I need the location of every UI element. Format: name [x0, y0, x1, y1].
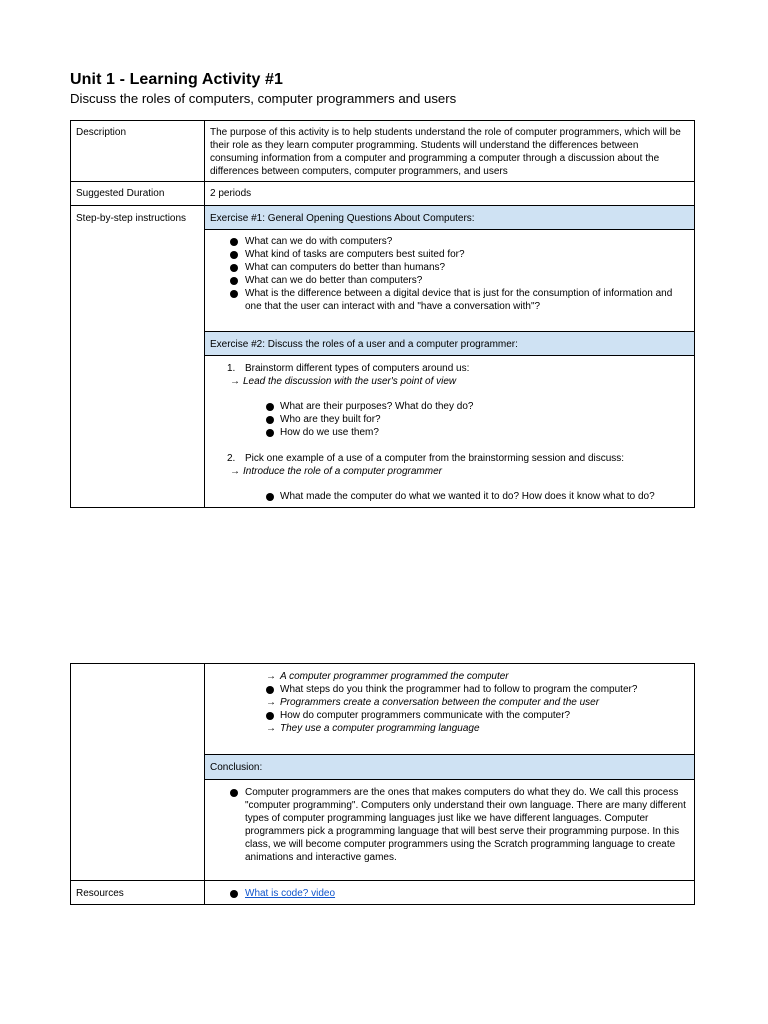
step2-arrow-note: → Introduce the role of a computer programmer [210, 465, 689, 478]
list-item: What made the computer do what we wanted it to do? How does it know what to do? [210, 490, 689, 503]
exercise2-heading: Exercise #2: Discuss the roles of a user and a computer programmer: [205, 332, 695, 356]
exercise1-heading: Exercise #1: General Opening Questions About Computers: [205, 206, 695, 230]
activity-table-continued [70, 663, 695, 905]
list-item: What are their purposes? What do they do? [210, 400, 689, 413]
what-is-code-video-link[interactable]: What is code? video [245, 888, 336, 899]
description-row [71, 121, 695, 182]
duration-value: 2 periods [205, 182, 695, 206]
conclusion-body [205, 780, 695, 881]
conclusion-heading: Conclusion: [205, 755, 695, 780]
step2 [210, 452, 689, 465]
exercise2-body [205, 356, 695, 508]
list-item: How do we use them? [210, 426, 689, 439]
resources-list [210, 887, 689, 900]
step2-number: 2. [227, 453, 236, 464]
empty-label-cell [71, 664, 205, 881]
continuation-row [71, 664, 695, 755]
page-subtitle: Discuss the roles of computers, computer programmers and users [70, 91, 457, 106]
list-item: How do computer programmers communicate with the computer? [210, 709, 689, 722]
list-item: What kind of tasks are computers best suited for? [210, 248, 689, 261]
description-text: The purpose of this activity is to help students understand the role of computer programmers, which will be their role as they learn computer programming. Students will understand the differences between consuming information from a computer and programming a computer through a discussion about the differences between computers, computer programmers, and users [205, 121, 695, 182]
resources-body [205, 881, 695, 905]
duration-row [71, 182, 695, 206]
step1-arrow-note: → Lead the discussion with the user's point of view [210, 375, 689, 388]
resources-row [71, 881, 695, 905]
list-item: Who are they built for? [210, 413, 689, 426]
activity-table [70, 120, 695, 508]
list-item: → Programmers create a conversation between the computer and the user [210, 696, 689, 709]
conclusion-text: Computer programmers are the ones that makes computers do what they do. We call this process "computer programming". Computers only understand their own language. There are many different types of computer programming languages just like we have different languages. Computer programmers pick a programming language that will best serve their programming purpose. In this class, we will become computer programmers using the Scratch programming language to create animations and interactive games. [210, 786, 689, 864]
step1 [210, 362, 689, 375]
resources-label: Resources [71, 881, 205, 905]
step2-list [210, 490, 689, 503]
list-item: → A computer programmer programmed the computer [210, 670, 689, 683]
list-item: What steps do you think the programmer had to follow to program the computer? [210, 683, 689, 696]
step1-list [210, 400, 689, 439]
description-label: Description [71, 121, 205, 182]
step2-text: Pick one example of a use of a computer from the brainstorming session and discuss: [245, 453, 625, 464]
list-item: What is the difference between a digital device that is just for the consumption of information and one that the user can interact with and "have a conversation with"? [210, 287, 689, 313]
exercise1-body [205, 230, 695, 332]
exercise1-heading-row [71, 206, 695, 230]
page-title: Unit 1 - Learning Activity #1 [70, 71, 284, 88]
steps-label: Step-by-step instructions [71, 206, 205, 508]
step1-number: 1. [227, 363, 236, 374]
exercise1-list [210, 235, 689, 313]
duration-label: Suggested Duration [71, 182, 205, 206]
list-item: What can we do with computers? [210, 235, 689, 248]
list-item: What can we do better than computers? [210, 274, 689, 287]
conclusion-list [210, 786, 689, 864]
list-item: → They use a computer programming language [210, 722, 689, 735]
continuation-list [210, 670, 689, 735]
list-item [210, 887, 689, 900]
step1-text: Brainstorm different types of computers around us: [245, 363, 470, 374]
list-item: What can computers do better than humans? [210, 261, 689, 274]
continuation-body [205, 664, 695, 755]
